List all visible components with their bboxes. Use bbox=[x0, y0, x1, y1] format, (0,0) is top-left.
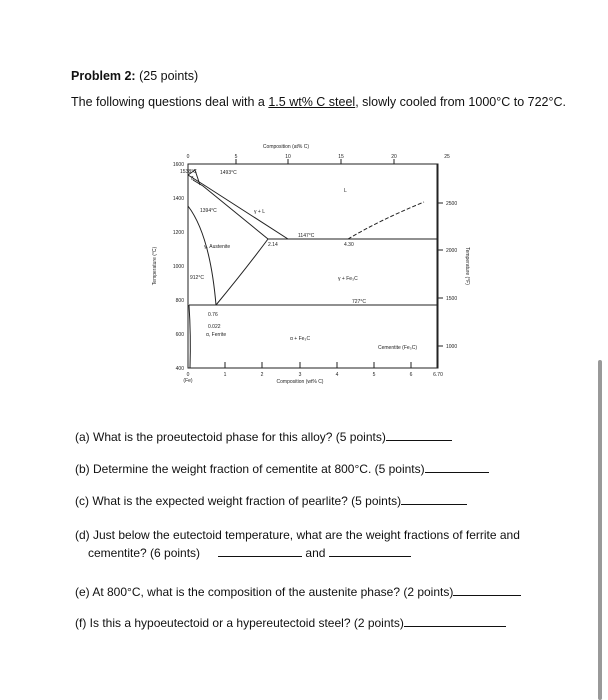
question-f bbox=[75, 614, 506, 630]
bottom-tick-3: 3 bbox=[298, 372, 302, 378]
bottom-tick-5: 5 bbox=[372, 372, 376, 378]
label-austenite: γ, Austenite bbox=[204, 244, 231, 250]
question-d bbox=[75, 528, 520, 542]
label-727: 727°C bbox=[352, 299, 366, 305]
top-tick-20: 20 bbox=[391, 154, 397, 160]
right-axis bbox=[438, 201, 470, 350]
label-delta: δ bbox=[191, 176, 194, 182]
right-tick-2500: 2500 bbox=[446, 201, 458, 207]
vertical-scrollbar[interactable] bbox=[598, 360, 602, 700]
left-tick-1200: 1200 bbox=[172, 230, 184, 236]
answer-blank-c[interactable] bbox=[401, 492, 467, 505]
answer-blank-b[interactable] bbox=[425, 460, 489, 473]
label-1394: 1394°C bbox=[200, 208, 217, 214]
top-tick-0: 0 bbox=[186, 154, 190, 160]
label-4-30: 4.30 bbox=[344, 242, 354, 248]
answer-blank-f[interactable] bbox=[404, 614, 506, 627]
question-d-and: and bbox=[305, 546, 326, 560]
answer-blank-e[interactable] bbox=[453, 583, 521, 596]
question-f-text: (f) Is this a hypoeutectoid or a hypereutectoid steel? (2 points) bbox=[75, 616, 404, 630]
bottom-axis bbox=[183, 362, 443, 385]
question-d-continued bbox=[88, 544, 411, 560]
label-2-14: 2.14 bbox=[268, 242, 278, 248]
top-tick-10: 10 bbox=[285, 154, 291, 160]
answer-blank-d-cementite[interactable] bbox=[329, 544, 411, 557]
answer-blank-a[interactable] bbox=[386, 428, 452, 441]
bottom-tick-1: 1 bbox=[223, 372, 227, 378]
right-tick-1000: 1000 bbox=[446, 344, 458, 350]
intro-alloy: 1.5 wt% C steel bbox=[268, 95, 356, 109]
label-liquid: L bbox=[344, 188, 347, 194]
left-axis-title: Temperature (°C) bbox=[152, 246, 158, 286]
top-tick-5: 5 bbox=[234, 154, 238, 160]
question-e-text: (e) At 800°C, what is the composition of the austenite phase? (2 points) bbox=[75, 585, 454, 599]
liquidus-right bbox=[348, 202, 424, 239]
label-alpha-plus-fe3c: α + Fe₃C bbox=[290, 336, 311, 342]
question-e bbox=[75, 583, 521, 599]
bottom-tick-2: 2 bbox=[260, 372, 264, 378]
question-d-line1: (d) Just below the eutectoid temperature, what are the weight fractions of ferrite and bbox=[75, 528, 520, 542]
left-tick-600: 600 bbox=[175, 332, 184, 338]
label-ferrite: α, Ferrite bbox=[206, 332, 227, 338]
question-c bbox=[75, 492, 467, 508]
intro-suffix: , slowly cooled from 1000°C to 722°C. bbox=[355, 95, 566, 109]
question-b-text: (b) Determine the weight fraction of cementite at 800°C. (5 points) bbox=[75, 462, 425, 476]
question-b bbox=[75, 460, 489, 476]
label-0-022: 0.022 bbox=[208, 324, 221, 330]
problem-label: Problem 2: bbox=[71, 69, 136, 83]
liquidus-left bbox=[188, 175, 348, 239]
left-tick-1000: 1000 bbox=[172, 264, 184, 270]
question-d-line2: cementite? (6 points) bbox=[88, 546, 201, 560]
fe-c-phase-diagram bbox=[150, 140, 470, 390]
bottom-tick-6-70: 6.70 bbox=[433, 372, 443, 378]
right-axis-title: Temperature (°F) bbox=[464, 247, 470, 285]
left-tick-1600: 1600 bbox=[172, 162, 184, 168]
bottom-tick-0: 0 bbox=[186, 372, 190, 378]
right-tick-2000: 2000 bbox=[446, 248, 458, 254]
bottom-tick-6: 6 bbox=[409, 372, 413, 378]
gamma-alpha-boundary bbox=[188, 206, 216, 305]
label-gamma-plus-fe3c: γ + Fe₃C bbox=[338, 276, 358, 282]
label-1493: 1493°C bbox=[220, 170, 237, 176]
bottom-axis-title: Composition (wt% C) bbox=[276, 379, 324, 385]
question-a bbox=[75, 428, 452, 444]
left-tick-800: 800 bbox=[175, 298, 184, 304]
problem-intro bbox=[71, 95, 566, 109]
answer-blank-d-ferrite[interactable] bbox=[218, 544, 302, 557]
left-tick-1400: 1400 bbox=[172, 196, 184, 202]
problem-points: (25 points) bbox=[139, 69, 199, 83]
label-0-76: 0.76 bbox=[208, 312, 218, 318]
label-gamma-plus-l: γ + L bbox=[254, 209, 265, 215]
question-a-text: (a) What is the proeutectoid phase for this alloy? (5 points) bbox=[75, 430, 386, 444]
top-tick-15: 15 bbox=[338, 154, 344, 160]
right-tick-1500: 1500 bbox=[446, 296, 458, 302]
alpha-solvus bbox=[189, 305, 190, 368]
top-axis bbox=[187, 144, 450, 164]
top-axis-title: Composition (at% C) bbox=[262, 144, 310, 150]
intro-prefix: The following questions deal with a bbox=[71, 95, 269, 109]
left-axis bbox=[152, 162, 184, 372]
left-tick-400: 400 bbox=[175, 366, 184, 372]
bottom-origin-label: (Fe) bbox=[183, 378, 193, 384]
label-1538: 1538°C bbox=[180, 169, 197, 175]
label-912: 912°C bbox=[190, 275, 204, 281]
label-1147: 1147°C bbox=[298, 233, 315, 239]
bottom-tick-4: 4 bbox=[335, 372, 339, 378]
problem-title bbox=[71, 69, 198, 83]
top-tick-25: 25 bbox=[444, 154, 450, 160]
label-cementite: Cementite (Fe₃C) bbox=[378, 345, 417, 351]
question-c-text: (c) What is the expected weight fraction of pearlite? (5 points) bbox=[75, 494, 402, 508]
